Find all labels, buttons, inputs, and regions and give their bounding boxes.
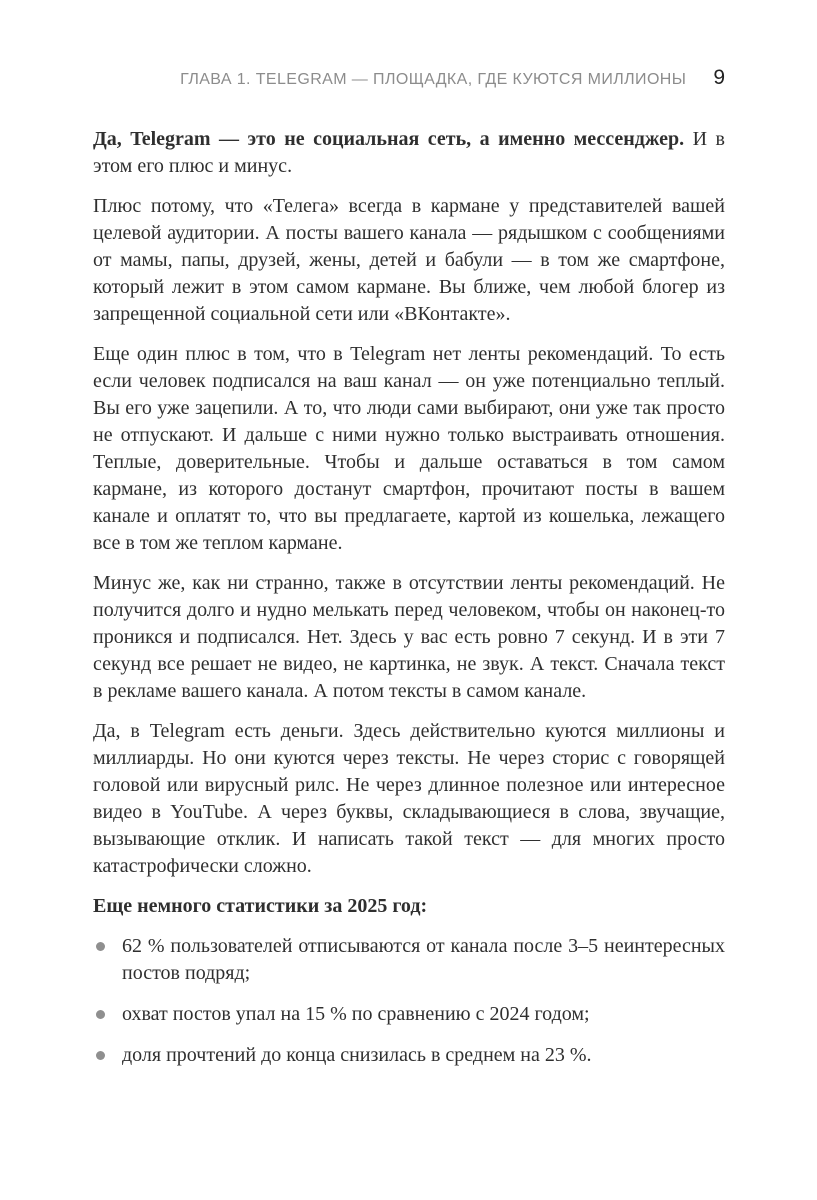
list-item [93, 933, 725, 987]
paragraph: Еще один плюс в том, что в Telegram нет ленты рекомендаций. То есть если человек подписался на ваш канал — он уже потенциально теплый. Вы его уже зацепили. А то, что люди сами выбирают, они уже так просто не отпускают. И дальше с ними нужно только выстраивать отношения. Теплые, доверительные. Чтобы и дальше оставаться в том самом кармане, из которого достанут смартфон, прочитают посты в вашем канале и оплатят то, что вы предлагаете, картой из кошелька, лежащего все в том же теплом кармане. [93, 343, 725, 554]
chapter-running-title: ГЛАВА 1. TELEGRAM — ПЛОЩАДКА, ГДЕ КУЮТСЯ МИЛЛИОНЫ [180, 71, 687, 88]
paragraph [93, 126, 725, 180]
list-item-text: доля прочтений до конца снизилась в среднем на 23 %. [122, 1044, 592, 1066]
page-content [93, 66, 725, 1069]
paragraph: Да, в Telegram есть деньги. Здесь действительно куются миллионы и миллиарды. Но они куются через тексты. Не через сторис с говорящей головой или вирусный рилс. Не через длинное полезное или интересное видео в YouTube. А через буквы, складывающиеся в слова, звучащие, вызывающие отклик. И написать такой текст — для многих просто катастрофически сложно. [93, 720, 725, 877]
paragraph: Плюс потому, что «Телега» всегда в кармане у представителей вашей целевой аудитории. А посты вашего канала — рядышком с сообщениями от мамы, папы, друзей, жены, детей и бабули — в том же смартфоне, который лежит в этом самом кармане. Вы ближе, чем любой блогер из запрещенной социальной сети или «ВКонтакте». [93, 195, 725, 325]
list-item [93, 1001, 725, 1028]
paragraph-rest: И в этом его плюс и минус. [93, 128, 726, 177]
list-item-text: 62 % пользователей отписываются от канала после 3–5 неинтересных постов подряд; [122, 935, 725, 984]
page-number: 9 [713, 66, 725, 89]
paragraph-lead-bold: Да, Telegram — это не социальная сеть, а именно мессенджер. [93, 128, 685, 150]
stats-heading: Еще немного статистики за 2025 год: [93, 895, 428, 917]
running-header [93, 66, 725, 90]
list-item [93, 1042, 725, 1069]
body-text [93, 126, 725, 1069]
paragraph: Минус же, как ни странно, также в отсутствии ленты рекомендаций. Не получится долго и нудно мелькать перед человеком, чтобы он наконец-то проникся и подписался. Нет. Здесь у вас есть ровно 7 секунд. И в эти 7 секунд все решает не видео, не картинка, не звук. А текст. Сначала текст в рекламе вашего канала. А потом тексты в самом канале. [93, 572, 725, 702]
bullet-icon [96, 942, 105, 951]
stats-list [93, 933, 725, 1069]
list-item-text: охват постов упал на 15 % по сравнению с 2024 годом; [122, 1003, 590, 1025]
bullet-icon [96, 1051, 105, 1060]
bullet-icon [96, 1010, 105, 1019]
